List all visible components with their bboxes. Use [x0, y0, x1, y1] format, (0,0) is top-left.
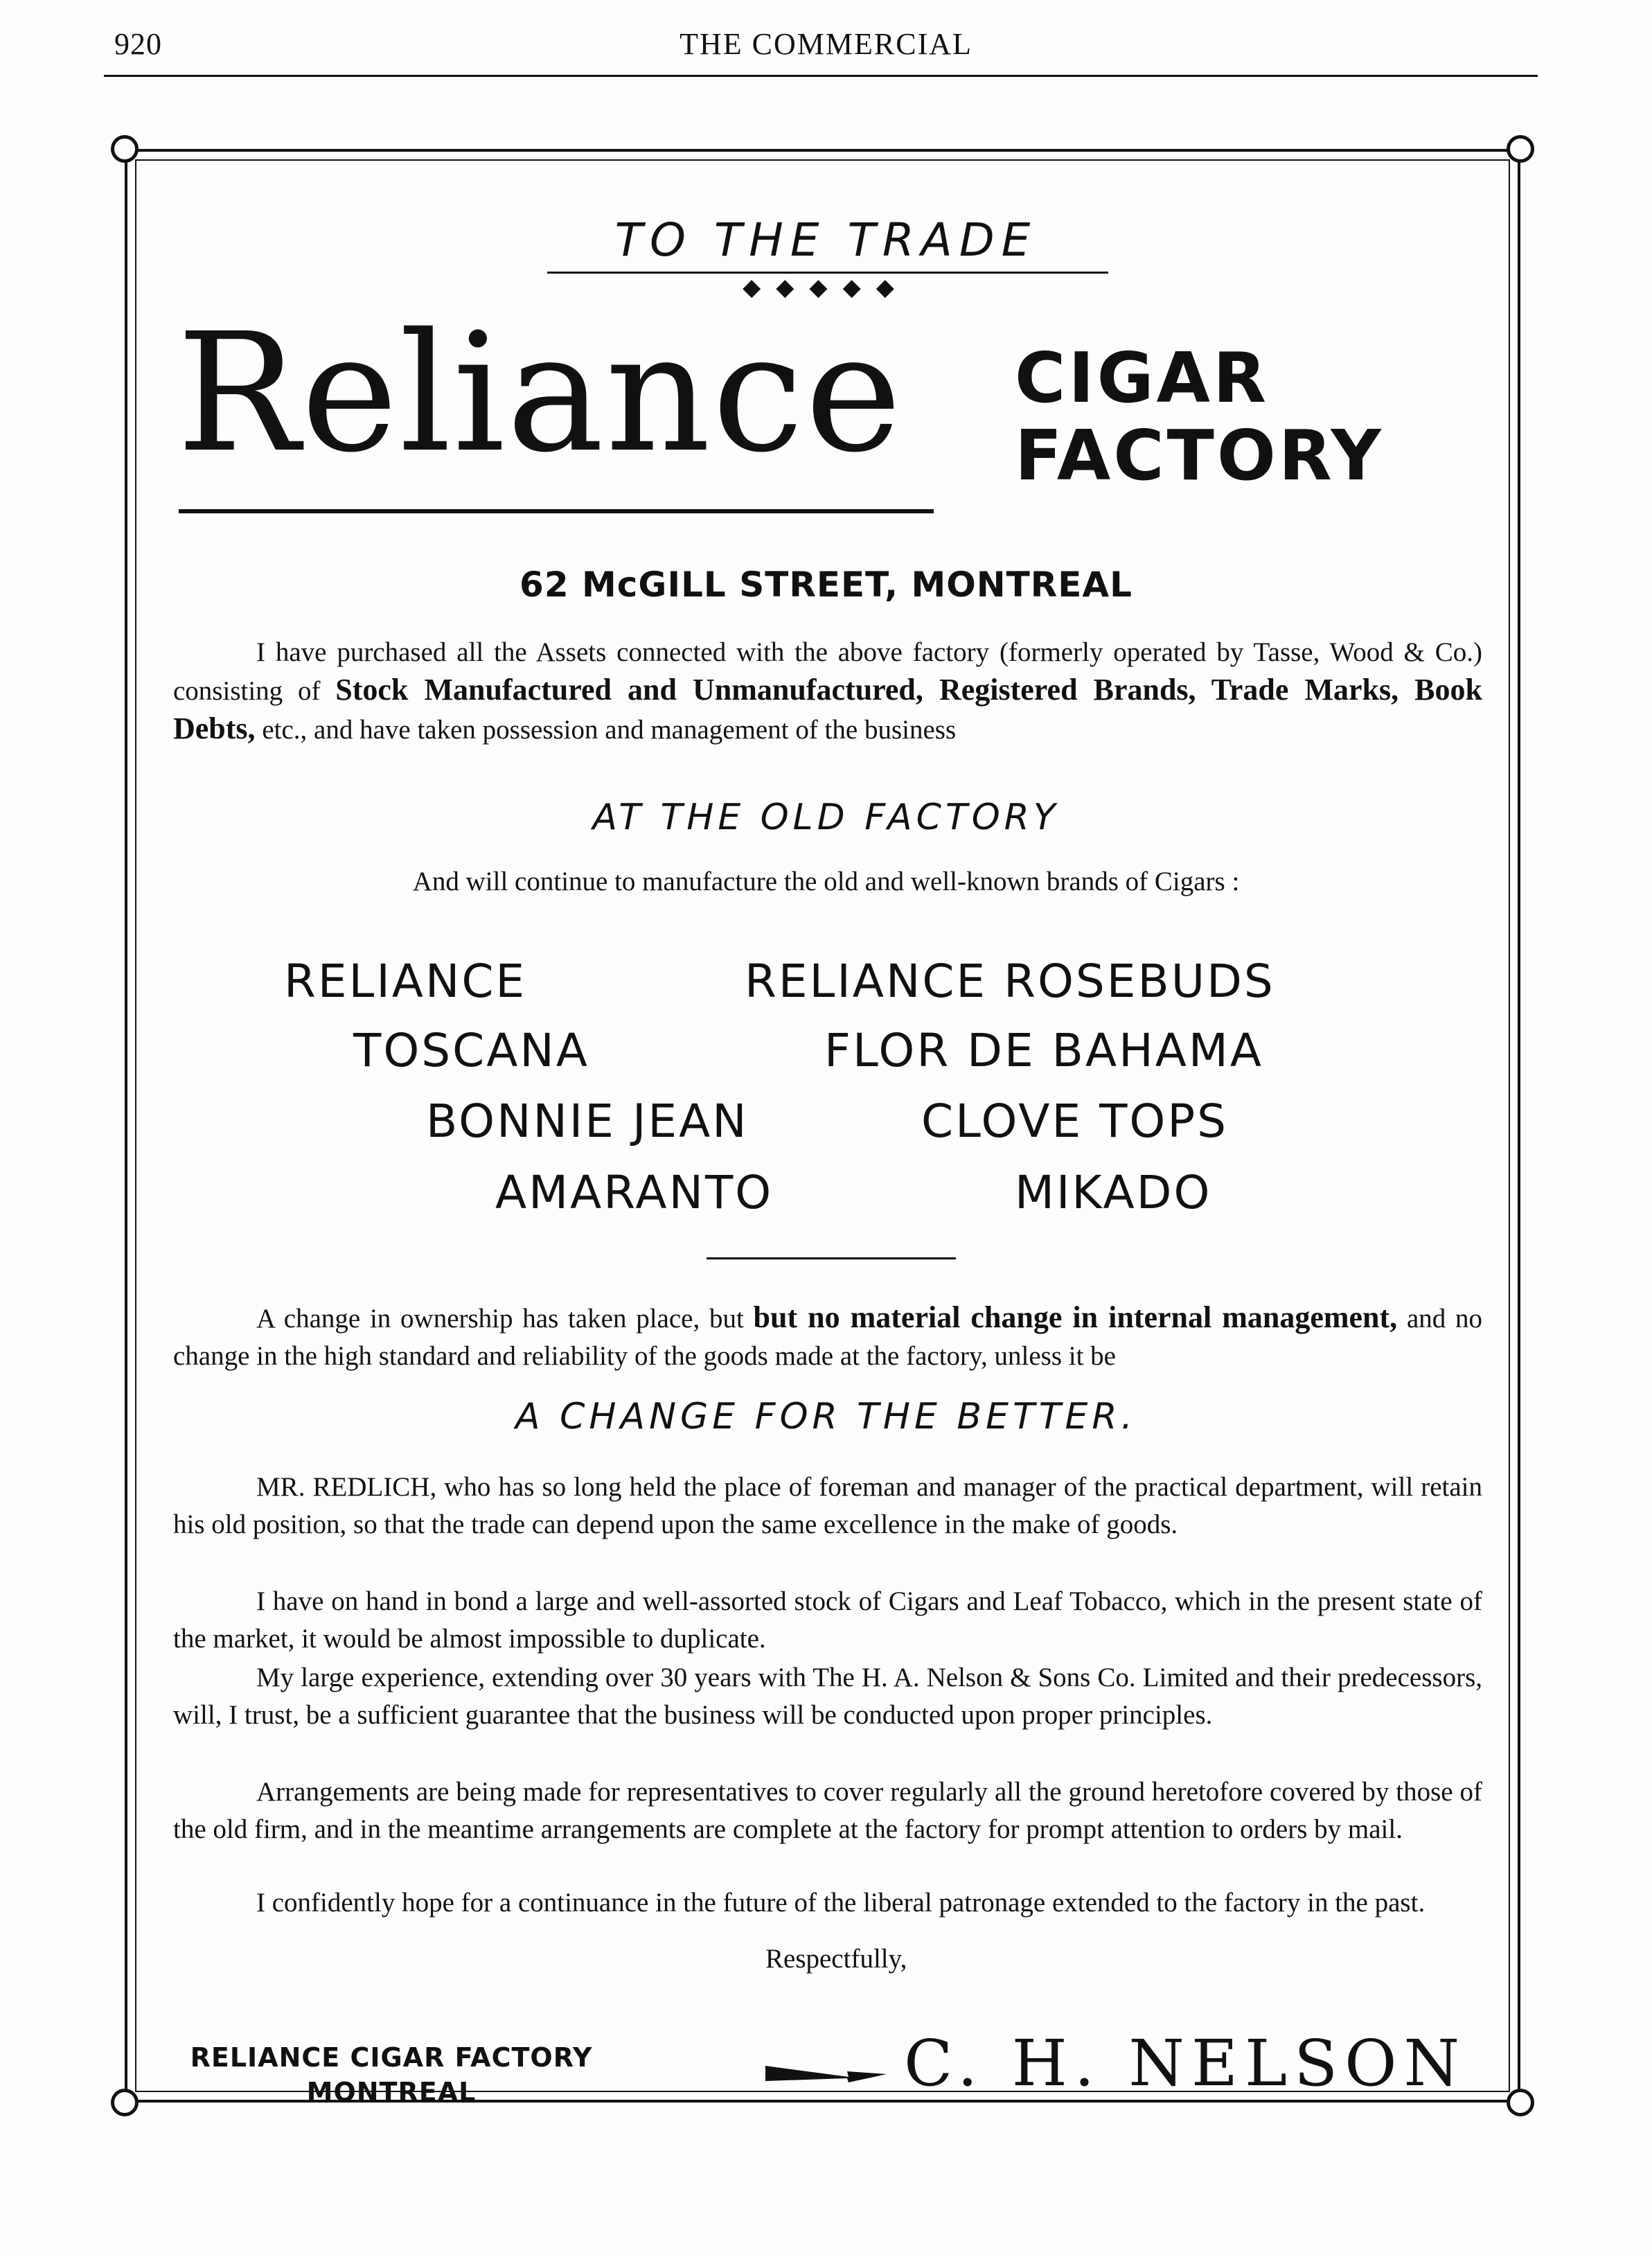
- page-number: 920: [114, 27, 162, 61]
- diamond-ornament-icon: ◆◆◆◆◆: [743, 275, 909, 301]
- section-divider: [707, 1257, 956, 1259]
- corner-ornament-icon: [1507, 2089, 1534, 2116]
- continue-line: And will continue to manufacture the old and well-known brands of Cigars :: [412, 867, 1240, 896]
- body-paragraph: I confidently hope for a continuance in the future of the liberal patronage extended to the factory in the past.: [256, 1888, 1425, 1918]
- header-rule: [104, 75, 1538, 77]
- body-paragraph: MR. REDLICH, who has so long held the place of foreman and manager of the practical department, will retain his old position, so that the trade can depend upon the same excellence in the make of goods.: [173, 1472, 1482, 1539]
- corner-ornament-icon: [111, 135, 139, 163]
- signature: C. H. NELSON: [904, 2026, 1467, 2100]
- change-heading: A CHANGE FOR THE BETTER.: [515, 1396, 1137, 1437]
- logo-underline: [179, 509, 934, 513]
- brand-name: TOSCANA: [353, 1024, 589, 1077]
- wordmark-line-cigar: CIGAR: [1015, 337, 1270, 418]
- brand-name: AMARANTO: [495, 1166, 774, 1219]
- intro-emphasis: Stock Manufactured and Unmanufactured, Registered Brands, Trade Marks, Book Debts,: [173, 673, 1482, 745]
- closing-salutation: Respectfully,: [765, 1944, 907, 1974]
- signature-flourish-icon: [765, 2051, 890, 2092]
- body-paragraph: My large experience, extending over 30 years with The H. A. Nelson & Sons Co. Limited and their predecessors, will, I trust, be a sufficient guarantee that the business will be conducted upon proper principles.: [173, 1663, 1482, 1730]
- corner-ornament-icon: [111, 2089, 139, 2116]
- footer-line-city: MONTREAL: [306, 2077, 477, 2107]
- to-the-trade-heading: TO THE TRADE: [614, 213, 1038, 267]
- cigar-factory-wordmark: [1015, 339, 1384, 495]
- intro-text: I have purchased all the Assets connected with the above factory (formerly operated by Tasse, Wood & Co.) consisting of: [173, 637, 1482, 706]
- brand-name: FLOR DE BAHAMA: [824, 1024, 1263, 1077]
- wordmark-line-factory: FACTORY: [1015, 415, 1384, 496]
- brand-name: CLOVE TOPS: [921, 1095, 1229, 1148]
- footer-company-name: [173, 2040, 610, 2109]
- ownership-text: A change in ownership has taken place, but: [256, 1304, 754, 1334]
- ownership-text-end: and no change in the high standard and reliability of the goods made at the factory, unless it be: [173, 1304, 1482, 1371]
- intro-text-end: etc., and have taken possession and management of the business: [255, 715, 957, 745]
- intro-paragraph: [173, 634, 1482, 749]
- brand-name: RELIANCE ROSEBUDS: [745, 955, 1275, 1008]
- factory-address: 62 McGILL STREET, MONTREAL: [519, 565, 1133, 605]
- brand-name: MIKADO: [1015, 1166, 1212, 1219]
- brand-name: RELIANCE: [284, 955, 527, 1008]
- corner-ornament-icon: [1507, 135, 1534, 163]
- footer-line-company: RELIANCE CIGAR FACTORY: [190, 2042, 593, 2073]
- brand-name: BONNIE JEAN: [426, 1095, 749, 1148]
- reliance-logo: Reliance: [177, 298, 903, 488]
- body-paragraph: I have on hand in bond a large and well-assorted stock of Cigars and Leaf Tobacco, which in the present state of the market, it would be almost impossible to duplicate.: [173, 1586, 1482, 1654]
- ownership-emphasis: but no material change in internal management,: [753, 1300, 1398, 1334]
- journal-title: THE COMMERCIAL: [680, 27, 972, 61]
- old-factory-heading: AT THE OLD FACTORY: [592, 797, 1060, 838]
- ownership-paragraph: [173, 1299, 1482, 1375]
- body-paragraph: Arrangements are being made for representatives to cover regularly all the ground heretofore covered by those of the old firm, and in the meantime arrangements are complete at the factory for prompt attention to orders by mail.: [173, 1777, 1482, 1844]
